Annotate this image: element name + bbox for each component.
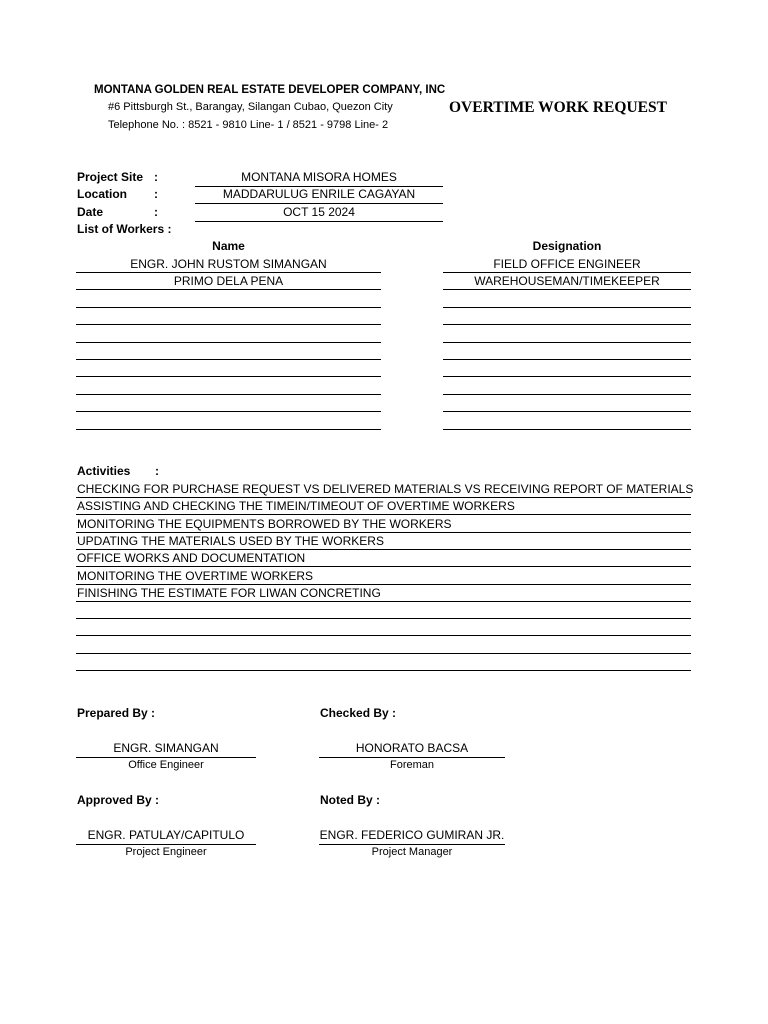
date-colon: : — [154, 205, 158, 219]
checked-by-role: Foreman — [389, 759, 435, 771]
project-site-label: Project Site — [77, 170, 144, 184]
activity-rule — [76, 653, 691, 654]
worker-name-rule — [76, 376, 381, 377]
activities-label: Activities — [77, 464, 131, 478]
activity-item: MONITORING THE EQUIPMENTS BORROWED BY THE WORKERS — [77, 516, 452, 531]
activities-colon: : — [155, 464, 159, 478]
project-site-colon: : — [154, 170, 158, 184]
location-label: Location — [77, 187, 127, 201]
worker-designation-rule — [443, 324, 691, 325]
worker-name-rule — [76, 324, 381, 325]
worker-name-rule — [76, 342, 381, 343]
activity-item: MONITORING THE OVERTIME WORKERS — [77, 568, 314, 583]
activity-rule — [76, 635, 691, 636]
prepared-by-role: Office Engineer — [128, 759, 204, 771]
noted-by-role: Project Manager — [371, 846, 453, 858]
activity-item: OFFICE WORKS AND DOCUMENTATION — [77, 551, 306, 566]
list-of-workers-label: List of Workers : — [77, 222, 172, 236]
company-address: #6 Pittsburgh St., Barangay, Silangan Cubao, Quezon City — [108, 101, 393, 113]
worker-designation-cell: FIELD OFFICE ENGINEER — [493, 257, 641, 271]
name-column-header: Name — [212, 239, 245, 253]
activity-rule — [76, 566, 691, 567]
activity-rule — [76, 532, 691, 533]
approved-by-name: ENGR. PATULAY/CAPITULO — [87, 828, 245, 842]
worker-name-rule — [76, 429, 381, 430]
worker-name-rule — [76, 394, 381, 395]
activity-rule — [76, 514, 691, 515]
location-colon: : — [154, 187, 158, 201]
designation-column-header: Designation — [532, 239, 602, 253]
location-underline — [195, 203, 443, 204]
date-label: Date — [77, 205, 104, 219]
worker-designation-rule — [443, 342, 691, 343]
approved-by-label: Approved By : — [77, 793, 160, 807]
worker-designation-rule — [443, 429, 691, 430]
approved-by-signature-line — [76, 844, 256, 845]
worker-designation-rule — [443, 394, 691, 395]
worker-name-rule — [76, 272, 381, 273]
prepared-by-name: ENGR. SIMANGAN — [113, 741, 219, 755]
activity-rule — [76, 601, 691, 602]
activity-item: ASSISTING AND CHECKING THE TIMEIN/TIMEOUT OF OVERTIME WORKERS — [77, 499, 515, 514]
date-underline — [195, 221, 443, 222]
checked-by-label: Checked By : — [320, 706, 397, 720]
worker-designation-rule — [443, 289, 691, 290]
project-site-value: MONTANA MISORA HOMES — [241, 170, 397, 184]
company-name: MONTANA GOLDEN REAL ESTATE DEVELOPER COMPANY, INC — [94, 84, 446, 96]
prepared-by-label: Prepared By : — [77, 706, 156, 720]
worker-designation-cell: WAREHOUSEMAN/TIMEKEEPER — [474, 274, 660, 289]
noted-by-label: Noted By : — [320, 793, 380, 807]
activity-rule — [76, 618, 691, 619]
checked-by-signature-line — [319, 757, 505, 758]
worker-designation-rule — [443, 411, 691, 412]
worker-name-rule — [76, 359, 381, 360]
activity-rule — [76, 584, 691, 585]
location-value: MADDARULUG ENRILE CAGAYAN — [222, 187, 416, 201]
worker-name-rule — [76, 307, 381, 308]
activity-rule — [76, 549, 691, 550]
noted-by-name: ENGR. FEDERICO GUMIRAN JR. — [319, 828, 505, 842]
date-value: OCT 15 2024 — [283, 205, 355, 219]
activity-item: UPDATING THE MATERIALS USED BY THE WORKERS — [77, 533, 384, 548]
activity-rule — [76, 497, 691, 498]
activity-item: CHECKING FOR PURCHASE REQUEST VS DELIVERED MATERIALS VS RECEIVING REPORT OF MATERIALS — [77, 482, 694, 496]
worker-designation-rule — [443, 272, 691, 273]
worker-name-rule — [76, 289, 381, 290]
worker-designation-rule — [443, 359, 691, 360]
prepared-by-signature-line — [76, 757, 256, 758]
worker-name-rule — [76, 411, 381, 412]
checked-by-name: HONORATO BACSA — [355, 741, 469, 755]
company-telephone: Telephone No. : 8521 - 9810 Line- 1 / 8521 - 9798 Line- 2 — [108, 119, 389, 131]
worker-name-cell: PRIMO DELA PENA — [173, 274, 284, 289]
form-title: OVERTIME WORK REQUEST — [449, 99, 667, 116]
worker-designation-rule — [443, 376, 691, 377]
worker-designation-rule — [443, 307, 691, 308]
activity-item: FINISHING THE ESTIMATE FOR LIWAN CONCRETING — [77, 585, 381, 600]
approved-by-role: Project Engineer — [125, 846, 207, 858]
activity-rule — [76, 670, 691, 671]
noted-by-signature-line — [319, 844, 505, 845]
worker-name-cell: ENGR. JOHN RUSTOM SIMANGAN — [130, 257, 327, 271]
